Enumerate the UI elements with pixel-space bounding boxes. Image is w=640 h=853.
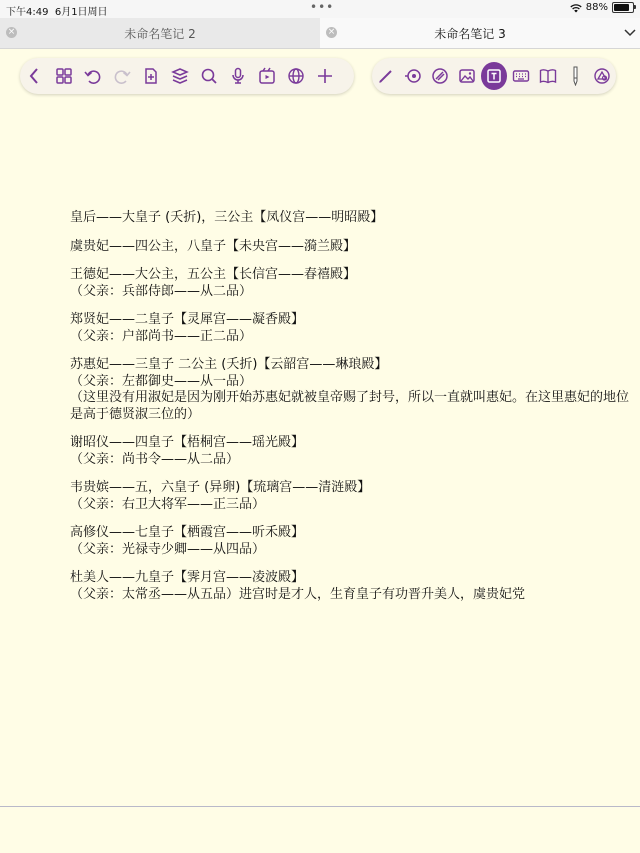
status-bar bbox=[0, 0, 640, 18]
note-paragraph: 郑贤妃——二皇子【灵犀宫——凝香殿】 （父亲：户部尚书——正二品） bbox=[70, 312, 305, 344]
toolbar-right bbox=[372, 58, 616, 94]
ruler-icon[interactable] bbox=[562, 61, 589, 91]
note-paragraph: 虞贵妃——四公主，八皇子【未央宫——漪兰殿】 bbox=[70, 238, 357, 254]
note-paragraph: 皇后——大皇子 (夭折)，三公主【凤仪宫——明昭殿】 bbox=[70, 210, 384, 225]
add-page-icon[interactable] bbox=[136, 61, 165, 91]
close-tab-icon[interactable]: × bbox=[7, 27, 16, 37]
textbox-icon[interactable] bbox=[481, 62, 507, 90]
battery-icon bbox=[612, 2, 634, 13]
battery-percent: 88% bbox=[585, 2, 608, 13]
plus-icon[interactable] bbox=[310, 61, 339, 91]
note-paragraph: 苏惠妃——三皇子 二公主 (夭折)【云韶宫——琳琅殿】 （父亲：左都御史——从一品） （这里没有用淑妃是因为刚开始苏惠妃就被皇帝赐了封号，所以一直就叫惠妃。在这里惠妃的地位是高于德贤淑三位的） bbox=[70, 357, 630, 422]
globe-icon[interactable] bbox=[281, 61, 310, 91]
note-paragraph: 韦贵嫔——五，六皇子 (异卵)【琉璃宫——清涟殿】 （父亲：右卫大将军——正三品） bbox=[70, 480, 371, 512]
redo-icon[interactable] bbox=[107, 61, 136, 91]
tab-note-2[interactable] bbox=[0, 18, 320, 48]
shapes-icon[interactable] bbox=[589, 61, 616, 91]
note-paragraph: 杜美人——九皇子【霁月宫——凌波殿】 （父亲：太常丞——从五品）进宫时是才人，生育皇子有功晋升美人，虞贵妃党 bbox=[70, 570, 526, 602]
tab-label: 未命名笔记 3 bbox=[434, 26, 506, 41]
grid-icon[interactable] bbox=[49, 61, 78, 91]
tab-note-3[interactable] bbox=[320, 18, 620, 48]
eraser-icon[interactable] bbox=[399, 61, 426, 91]
layers-icon[interactable] bbox=[165, 61, 194, 91]
media-icon[interactable] bbox=[252, 61, 281, 91]
status-time: 下午4:49 6月1日周日 bbox=[6, 7, 108, 18]
search-icon[interactable] bbox=[194, 61, 223, 91]
keyboard-icon[interactable] bbox=[507, 61, 534, 91]
note-paragraph: 高修仪——七皇子【栖霞宫——听禾殿】 （父亲：光禄寺少卿——从四品） bbox=[70, 525, 305, 557]
pen-icon[interactable] bbox=[372, 61, 399, 91]
note-paragraph: 谢昭仪——四皇子【梧桐宫——瑶光殿】 （父亲：尚书令——从二品） bbox=[70, 435, 305, 467]
back-icon[interactable] bbox=[20, 61, 49, 91]
multitasking-dots[interactable]: ••• bbox=[310, 0, 335, 14]
image-icon[interactable] bbox=[454, 61, 481, 91]
page-divider bbox=[0, 806, 640, 807]
note-text-body[interactable] bbox=[70, 210, 630, 615]
note-paragraph: 王德妃——大公主，五公主【长信宫——春禧殿】 （父亲：兵部侍郎——从二品） bbox=[70, 267, 357, 299]
wifi-icon bbox=[570, 3, 582, 13]
microphone-icon[interactable] bbox=[223, 61, 252, 91]
tab-menu-chevron-icon[interactable] bbox=[620, 18, 640, 48]
tab-bar bbox=[0, 18, 640, 49]
toolbar-left bbox=[20, 58, 354, 94]
tab-label: 未命名笔记 2 bbox=[124, 26, 196, 41]
highlighter-icon[interactable] bbox=[426, 61, 453, 91]
book-icon[interactable] bbox=[534, 61, 561, 91]
undo-icon[interactable] bbox=[78, 61, 107, 91]
status-right bbox=[570, 2, 634, 13]
close-tab-icon[interactable]: × bbox=[327, 27, 336, 37]
